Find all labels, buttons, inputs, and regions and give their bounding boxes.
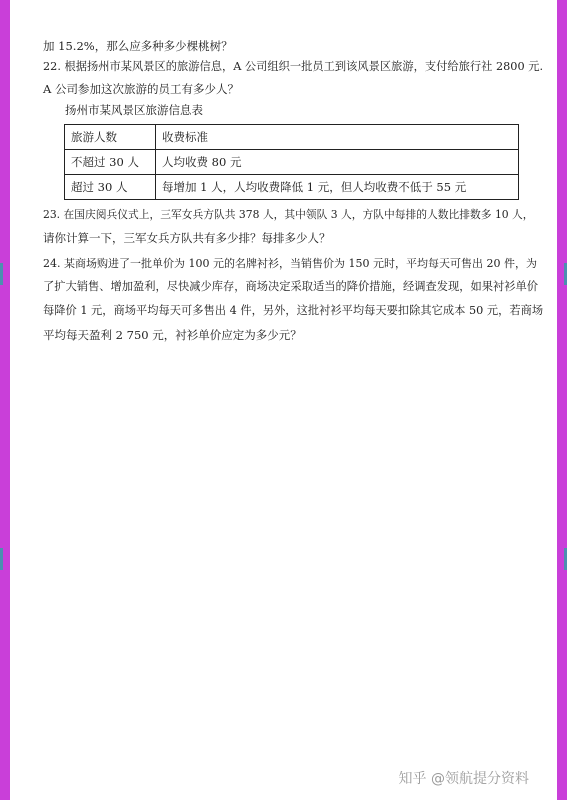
- question-21-tail: 加 15.2%，那么应多种多少棵桃树？: [43, 39, 233, 53]
- document-page: [10, 0, 557, 800]
- question-22-line-1: 22. 根据扬州市某风景区的旅游信息，A 公司组织一批员工到该风景区旅游，支付给旅行社 2800 元.: [43, 60, 544, 73]
- tour-info-table: [64, 124, 519, 200]
- question-22-line-2: A 公司参加这次旅游的员工有多少人？: [43, 82, 239, 96]
- left-edge-mark: [0, 263, 3, 285]
- question-23-line-2: 请你计算一下，三军女兵方队共有多少排？每排多少人？: [43, 231, 331, 245]
- table-header-cell: 收费标准: [156, 125, 519, 150]
- table-cell: 人均收费 80 元: [156, 150, 519, 175]
- table-cell: 超过 30 人: [65, 175, 156, 200]
- table-cell: 每增加 1 人，人均收费降低 1 元，但人均收费不低于 55 元: [156, 175, 519, 200]
- table-row: [65, 150, 519, 175]
- question-24-line-4: 平均每天盈利 2 750 元，衬衫单价应定为多少元？: [43, 328, 302, 342]
- table-cell: 不超过 30 人: [65, 150, 156, 175]
- question-24-line-3: 每降价 1 元，商场平均每天可多售出 4 件，另外，这批衬衫平均每天要扣除其它成本 50 元，若商场: [43, 304, 544, 317]
- question-24-line-2: 了扩大销售、增加盈利，尽快减少库存，商场决定采取适当的降价措施，经调查发现，如果衬衫单价: [43, 280, 539, 293]
- watermark-text: 知乎 @领航提分资料: [398, 771, 529, 787]
- question-24-line-1: 24. 某商场购进了一批单价为 100 元的名牌衬衫，当销售价为 150 元时，平均每天可售出 20 件，为: [43, 257, 537, 270]
- question-23-line-1: 23. 在国庆阅兵仪式上，三军女兵方队共 378 人，其中领队 3 人，方队中每排的人数比排数多 10 人，: [43, 208, 534, 221]
- table-caption: 扬州市某风景区旅游信息表: [65, 103, 203, 117]
- left-edge-mark: [0, 548, 3, 570]
- table-header-cell: 旅游人数: [65, 125, 156, 150]
- table-row: [65, 175, 519, 200]
- table-header-row: [65, 125, 519, 150]
